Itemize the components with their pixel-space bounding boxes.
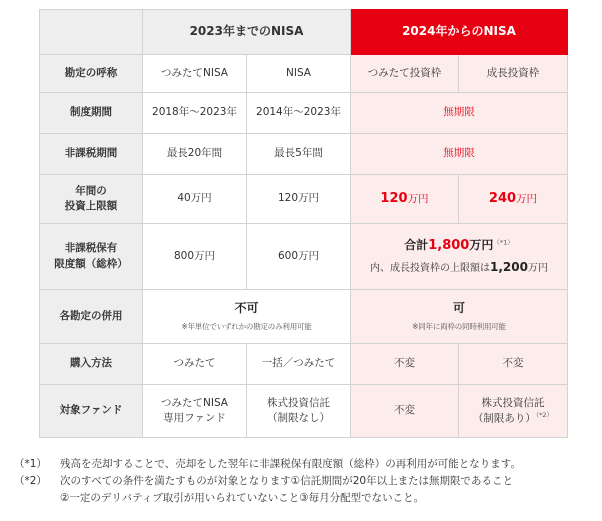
fund-line2: （制限なし） bbox=[267, 412, 330, 424]
cell-old-nisa: 一括／つみたて bbox=[247, 344, 351, 385]
combined-note: ※同年に両枠の同時利用可能 bbox=[412, 321, 506, 331]
footnotes bbox=[14, 456, 599, 506]
nisa-comparison-table bbox=[39, 9, 568, 438]
fund-line1: 株式投資信託 bbox=[481, 396, 545, 409]
row-label-line1: 年間の bbox=[75, 184, 107, 197]
cell-new-growth: 不変 bbox=[459, 344, 568, 385]
cell-new-tsumitate: 不変 bbox=[351, 344, 459, 385]
footnote-line1: 次のすべての条件を満たすものが対象となります①信託期間が20年以上または無期限であること bbox=[60, 474, 514, 487]
row-taxfree-period bbox=[40, 134, 568, 175]
cell-old-nisa: 最長5年間 bbox=[247, 134, 351, 175]
cell-old-nisa bbox=[247, 385, 351, 438]
row-label-line2: 投資上限額 bbox=[64, 200, 118, 212]
cell-old-tsumitate: 2018年～2023年 bbox=[143, 93, 247, 134]
row-label bbox=[40, 224, 143, 290]
footnote-2 bbox=[14, 473, 599, 507]
cell-old-tsumitate: 40万円 bbox=[143, 175, 247, 224]
footnote-mark: （*2） bbox=[14, 474, 47, 487]
cell-new-tsumitate: つみたて投資枠 bbox=[351, 55, 459, 93]
footnote-1 bbox=[14, 456, 599, 473]
fund-line1: つみたてNISA bbox=[161, 396, 228, 409]
row-label-line1: 非課税保有 bbox=[64, 242, 118, 255]
cell-new-taxfree: 無期限 bbox=[351, 134, 568, 175]
cell-new-combined bbox=[351, 290, 568, 344]
cell-old-nisa: 120万円 bbox=[247, 175, 351, 224]
footnote-text bbox=[60, 473, 599, 507]
growth-limit-number: 1,200 bbox=[490, 259, 528, 274]
header-old-nisa: 2023年までのNISA bbox=[143, 10, 351, 55]
combined-main: 不可 bbox=[234, 301, 259, 316]
growth-limit-unit: 万円 bbox=[527, 262, 548, 274]
cell-old-tsumitate: 800万円 bbox=[143, 224, 247, 290]
cell-old-nisa: 2014年～2023年 bbox=[247, 93, 351, 134]
cell-old-nisa: NISA bbox=[247, 55, 351, 93]
footnote-mark: （*1） bbox=[14, 458, 47, 470]
header-new-nisa: 2024年からのNISA bbox=[351, 10, 568, 55]
amount-unit: 万円 bbox=[407, 192, 429, 205]
fund-line1: 株式投資信託 bbox=[267, 396, 330, 409]
row-holding-limit bbox=[40, 224, 568, 290]
row-label: 対象ファンド bbox=[40, 385, 143, 438]
amount-unit: 万円 bbox=[516, 192, 538, 205]
row-period bbox=[40, 93, 568, 134]
row-label bbox=[40, 175, 143, 224]
note-ref-1: （*1） bbox=[493, 238, 514, 247]
growth-limit-prefix: 内、成長投資枠の上限額は bbox=[370, 262, 491, 274]
cell-new-holding-limit bbox=[351, 224, 568, 290]
row-label: 購入方法 bbox=[40, 344, 143, 385]
footnote-text: 残高を売却することで、売却をした翌年に非課税保有限度額（総枠）の再利用が可能となります。 bbox=[60, 458, 521, 470]
cell-old-tsumitate: 最長20年間 bbox=[143, 134, 247, 175]
row-label-line2: 限度額（総枠） bbox=[54, 257, 128, 270]
cell-new-tsumitate bbox=[351, 175, 459, 224]
cell-new-growth bbox=[459, 175, 568, 224]
total-number: 1,800 bbox=[428, 237, 470, 253]
cell-new-growth: 成長投資枠 bbox=[459, 55, 568, 93]
row-label: 制度期間 bbox=[40, 93, 143, 134]
row-annual-limit bbox=[40, 175, 568, 224]
cell-old-tsumitate: つみたて bbox=[143, 344, 247, 385]
combined-main: 可 bbox=[452, 301, 465, 316]
footnote-line2: ②一定のデリバティブ取引が用いられていないこと③毎月分配型でないこと。 bbox=[60, 491, 425, 504]
cell-old-nisa: 600万円 bbox=[247, 224, 351, 290]
growth-limit-line bbox=[354, 259, 564, 277]
header-blank bbox=[40, 10, 143, 55]
row-label: 各勘定の併用 bbox=[40, 290, 143, 344]
cell-old-tsumitate: つみたてNISA bbox=[143, 55, 247, 93]
cell-old-tsumitate bbox=[143, 385, 247, 438]
cell-new-growth bbox=[459, 385, 568, 438]
cell-new-tsumitate: 不変 bbox=[351, 385, 459, 438]
row-account-name bbox=[40, 55, 568, 93]
amount-number: 120 bbox=[380, 190, 408, 206]
header-row bbox=[40, 10, 568, 55]
row-target-funds bbox=[40, 385, 568, 438]
row-combined-use bbox=[40, 290, 568, 344]
row-label: 非課税期間 bbox=[40, 134, 143, 175]
row-label: 勘定の呼称 bbox=[40, 55, 143, 93]
fund-line2: 専用ファンド bbox=[163, 412, 226, 424]
note-ref-2: （*2） bbox=[535, 410, 554, 419]
total-unit: 万円 bbox=[469, 237, 494, 252]
cell-old-combined bbox=[143, 290, 351, 344]
cell-new-period: 無期限 bbox=[351, 93, 568, 134]
total-prefix: 合計 bbox=[404, 237, 429, 252]
combined-note: ※年単位でいずれかの勘定のみ利用可能 bbox=[181, 321, 312, 331]
row-purchase-method bbox=[40, 344, 568, 385]
fund-line2: （制限あり） bbox=[472, 412, 536, 425]
amount-number: 240 bbox=[488, 190, 517, 206]
